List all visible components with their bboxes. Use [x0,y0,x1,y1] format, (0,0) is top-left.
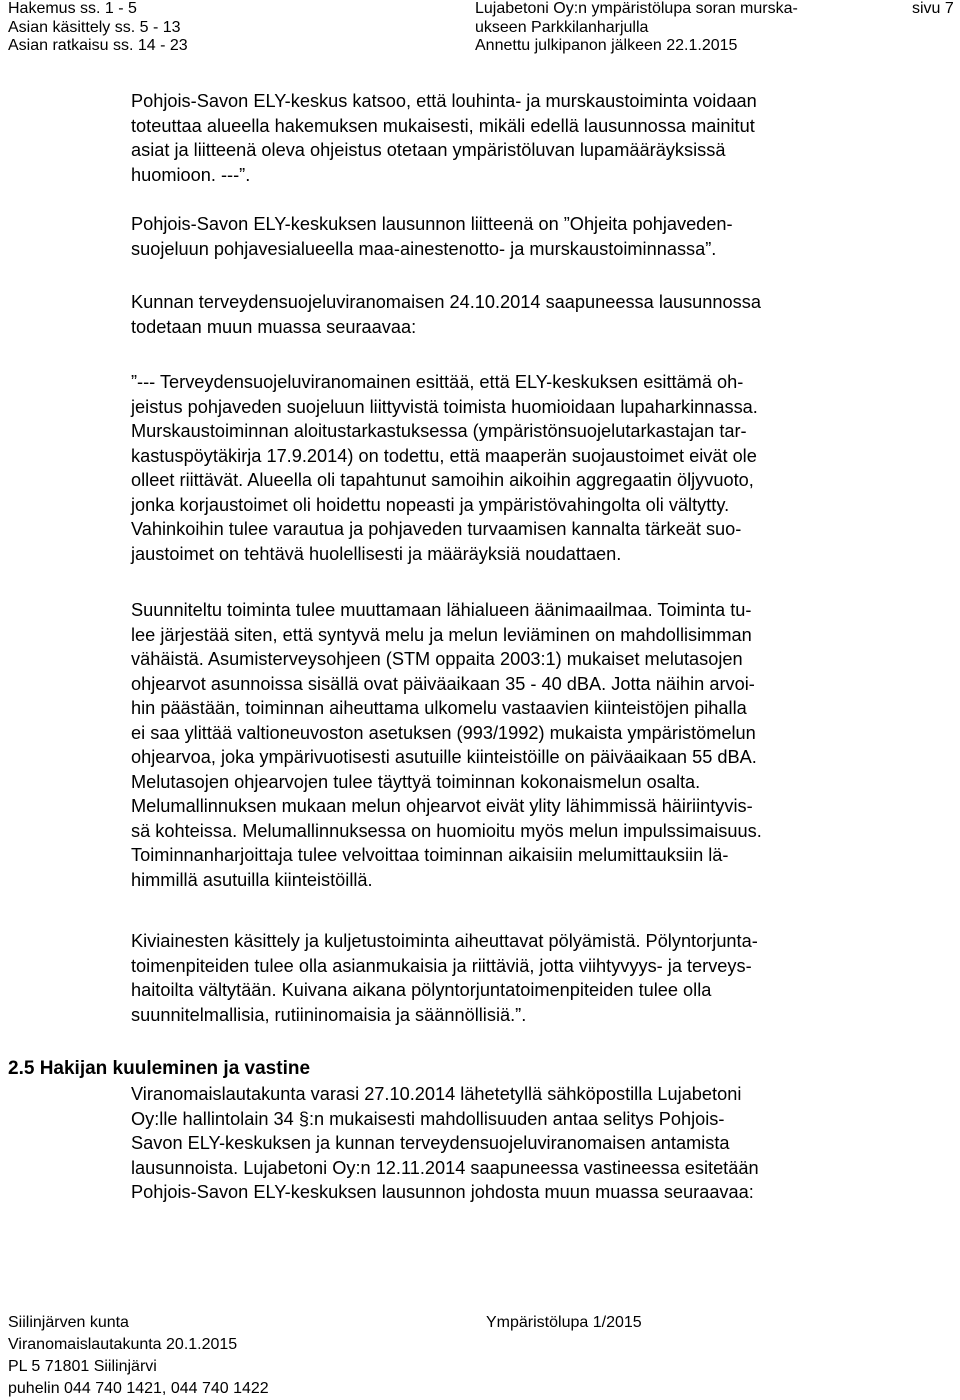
text-line: lausunnoista. Lujabetoni Oy:n 12.11.2014 saapuneessa vastineessa esitetään [131,1157,759,1178]
text-line: himmillä asutuilla kiinteistöillä. [131,869,373,890]
text-line: asiat ja liitteenä oleva ohjeistus otetaan ympäristöluvan lupamääräyksissä [131,140,726,160]
text-line: Kunnan terveydensuojeluviranomaisen 24.10.2014 saapuneessa lausunnossa [131,292,761,312]
text-line: Pohjois-Savon ELY-keskus katsoo, että louhinta- ja murskaustoiminta voidaan [131,91,757,111]
page-header [0,0,960,60]
section-heading: 2.5 Hakijan kuuleminen ja vastine [8,1058,311,1079]
text-line: jonka korjaustoimet oli hoidettu nopeasti ja ympäristövahingolta oli vältytty. [131,494,730,515]
text-line: ei saa ylittää valtioneuvoston asetuksen (993/1992) mukaista ympäristömelun [131,722,756,743]
paragraph-ely-opinion [131,89,911,187]
text-line: suojeluun pohjavesialueella maa-ainestenotto- ja murskaustoiminnassa”. [131,238,717,259]
paragraph-quote-groundwater [131,370,911,566]
header-date: Annettu julkipanon jälkeen 22.1.2015 [475,37,738,54]
text-line: Savon ELY-keskuksen ja kunnan terveydensuojeluviranomaisen antamista [131,1133,730,1153]
text-line: toimenpiteiden tulee olla asianmukaisia ja riittäviä, jotta viihtyvyys- ja terveys- [131,955,752,976]
header-middle [475,0,798,56]
text-line: suunnitelmallisia, rutiininomaisia ja säännöllisiä.”. [131,1004,527,1025]
text-line: lee järjestää siten, että syntyvä melu ja melun leviäminen on mahdollisimman [131,624,752,645]
header-ratkaisu: Asian ratkaisu ss. 14 - 23 [8,37,188,54]
footer-contact [8,1312,269,1400]
text-line: Oy:lle hallintolain 34 §:n mukaisesti mahdollisuuden antaa selitys Pohjois- [131,1108,725,1129]
text-line: Kiviainesten käsittely ja kuljetustoiminta aiheuttavat pölyämistä. Pölyntorjunta- [131,931,758,951]
text-line: Melutasojen ohjearvojen tulee täyttyä toiminnan kokonaismelun osalta. [131,771,701,792]
paragraph-hearing [131,1082,911,1205]
header-hakemus: Hakemus ss. 1 - 5 [8,0,137,17]
footer-address: PL 5 71801 Siilinjärvi [8,1358,157,1375]
paragraph-dust [131,929,911,1027]
header-left [8,0,188,56]
header-kasittely: Asian käsittely ss. 5 - 13 [8,18,181,36]
text-line: todetaan muun muassa seuraavaa: [131,316,417,337]
text-line: ”--- Terveydensuojeluviranomainen esittää, että ELY-keskuksen esittämä oh- [131,372,744,392]
text-line: Pohjois-Savon ELY-keskuksen lausunnon liitteenä on ”Ohjeita pohjaveden- [131,214,733,234]
text-line: ohjearvoa, joka ympärivuotisesti asutuille kiinteistöille on päiväaikaan 55 dBA. [131,747,757,767]
text-line: jeistus pohjaveden suojeluun liittyvistä toimista huomioidaan lupaharkinnassa. [131,396,758,417]
text-line: haitoilta vältytään. Kuivana aikana pölyntorjuntatoimenpiteiden tulee olla [131,980,712,1000]
text-line: Vahinkoihin tulee varautua ja pohjaveden turvaamisen kannalta tärkeät suo- [131,519,742,539]
footer-municipality: Siilinjärven kunta [8,1314,129,1331]
paragraph-health-authority [131,290,911,339]
text-line: kastuspöytäkirja 17.9.2014) on todettu, että maaperän suojaustoimet eivät ole [131,445,757,466]
text-line: toteuttaa alueella hakemuksen mukaisesti, mikäli edellä lausunnossa mainitut [131,115,755,136]
text-line: Suunniteltu toiminta tulee muuttamaan lähialueen äänimaailmaa. Toiminta tu- [131,600,752,620]
paragraph-noise [131,598,911,892]
header-title-line1: Lujabetoni Oy:n ympäristölupa soran murska- [475,0,798,17]
text-line: huomioon. ---”. [131,164,251,185]
text-line: hin päästään, toiminnan aiheuttama ulkomelu vastaavien kiinteistöjen pihalla [131,698,747,718]
text-line: Viranomaislautakunta varasi 27.10.2014 lähetetyllä sähköpostilla Lujabetoni [131,1084,742,1104]
text-line: Melumallinnuksen mukaan melun ohjearvot eivät ylity lähimmissä häiriintyvis- [131,796,753,816]
footer-permit-number: Ympäristölupa 1/2015 [486,1314,642,1331]
page-number: sivu 7 [912,0,954,17]
text-line: vähäistä. Asumisterveysohjeen (STM oppaita 2003:1) mukaiset melutasojen [131,649,743,669]
text-line: Pohjois-Savon ELY-keskuksen lausunnon johdosta muun muassa seuraavaa: [131,1182,754,1202]
text-line: jaustoimet on tehtävä huolellisesti ja määräyksiä noudattaen. [131,543,622,564]
header-title-line2: ukseen Parkkilanharjulla [475,18,649,36]
text-line: Murskaustoiminnan aloitustarkastuksessa (ympäristönsuojelutarkastajan tar- [131,421,747,441]
footer-phone: puhelin 044 740 1421, 044 740 1422 [8,1380,269,1397]
text-line: olleet riittävät. Alueella oli tapahtunut samoihin aikoihin aggregaatin öljyvuoto, [131,470,754,490]
footer-board: Viranomaislautakunta 20.1.2015 [8,1336,238,1353]
text-line: ohjearvot asunnoissa sisällä ovat päiväaikaan 35 - 40 dBA. Jotta näihin arvoi- [131,673,755,694]
paragraph-ely-attachment [131,212,911,261]
text-line: Toiminnanharjoittaja tulee velvoittaa toiminnan aikaisiin melumittauksiin lä- [131,845,729,865]
text-line: sä kohteissa. Melumallinnuksessa on huomioitu myös melun impulssimaisuus. [131,820,762,841]
